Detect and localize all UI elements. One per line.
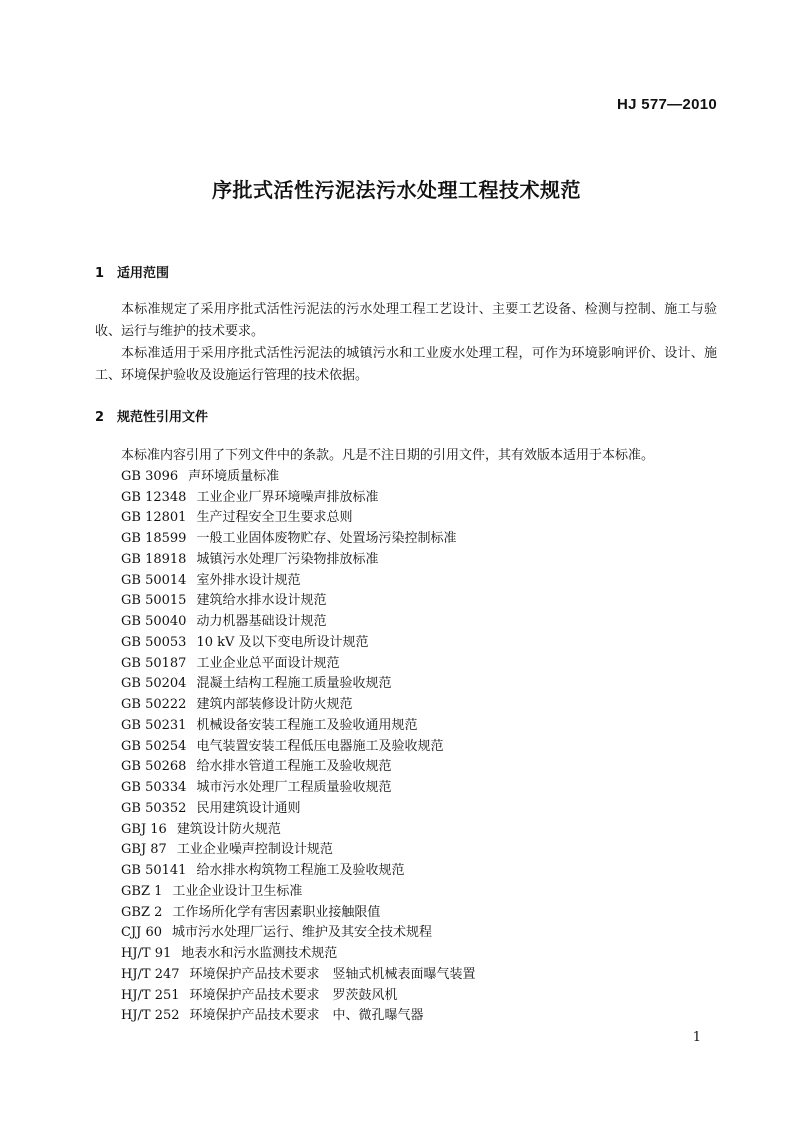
reference-name: 一般工业固体废物贮存、处置场污染控制标准 — [196, 531, 457, 546]
reference-name: 城市污水处理厂运行、维护及其安全技术规程 — [172, 925, 433, 941]
reference-name: 10 kV 及以下变电所设计规范 — [196, 634, 369, 650]
reference-item — [121, 986, 654, 1007]
reference-code: GB 50268 — [121, 759, 187, 775]
reference-code: GBJ 87 — [121, 842, 167, 858]
reference-code: GBZ 2 — [121, 904, 163, 920]
reference-name: 城镇污水处理厂污染物排放标准 — [196, 551, 379, 567]
reference-code: GB 50014 — [121, 572, 187, 588]
reference-item — [121, 654, 654, 675]
standard-code: HJ 577—2010 — [616, 96, 717, 113]
reference-item — [121, 633, 654, 654]
reference-code: GB 50254 — [121, 738, 187, 754]
reference-code: GB 18918 — [121, 551, 187, 567]
reference-name: 声环境质量标准 — [188, 468, 280, 484]
section-2-title: 规范性引用文件 — [117, 410, 209, 425]
reference-code: GBJ 16 — [121, 821, 167, 837]
reference-item — [121, 923, 654, 944]
reference-name: 工业企业噪声控制设计规范 — [176, 842, 333, 858]
section-1-paragraph-2: 本标准适用于采用序批式活性污泥法的城镇污水和工业废水处理工程，可作为环境影响评价、设计、施工、环境保护验收及设施运行管理的技术依据。 — [95, 346, 717, 383]
reference-name: 环境保护产品技术要求 中、微孔曝气器 — [189, 1008, 424, 1024]
reference-name: 民用建筑设计通则 — [196, 800, 301, 816]
reference-name: 工业企业总平面设计规范 — [196, 655, 340, 671]
reference-code: GB 12801 — [121, 510, 187, 526]
reference-name: 机械设备安装工程施工及验收通用规范 — [196, 717, 418, 733]
reference-name: 环境保护产品技术要求 罗茨鼓风机 — [189, 987, 398, 1003]
reference-item — [121, 757, 654, 778]
reference-code: GB 3096 — [121, 468, 179, 484]
reference-code: HJ/T 252 — [121, 1008, 180, 1024]
reference-list — [121, 446, 654, 1027]
reference-code: GB 50040 — [121, 614, 187, 629]
reference-item — [121, 799, 654, 820]
reference-item — [121, 737, 654, 758]
reference-code: GB 12348 — [121, 489, 187, 505]
reference-name: 混凝土结构工程施工质量验收规范 — [196, 676, 392, 692]
reference-name: 工业企业厂界环境噪声排放标准 — [196, 489, 379, 505]
reference-name: 建筑内部装修设计防火规范 — [196, 697, 353, 712]
reference-item — [121, 1006, 654, 1027]
section-2-number: 2 — [95, 410, 105, 425]
reference-item — [121, 591, 654, 612]
reference-name: 动力机器基础设计规范 — [196, 614, 327, 629]
reference-name: 生产过程安全卫生要求总则 — [196, 510, 353, 526]
reference-name: 城市污水处理厂工程质量验收规范 — [196, 780, 392, 795]
reference-code: GB 50222 — [121, 697, 187, 712]
reference-code: GB 50053 — [121, 634, 187, 650]
reference-item — [121, 550, 654, 571]
reference-name: 建筑设计防火规范 — [176, 821, 281, 837]
reference-item — [121, 861, 654, 882]
reference-code: GB 50015 — [121, 593, 187, 609]
section-1-paragraph-1: 本标准规定了采用序批式活性污泥法的污水处理工程工艺设计、主要工艺设备、检测与控制、施工与验收、运行与维护的技术要求。 — [95, 302, 717, 339]
reference-name: 给水排水构筑物工程施工及验收规范 — [196, 863, 405, 878]
reference-code: HJ/T 251 — [121, 987, 180, 1003]
reference-name: 工业企业设计卫生标准 — [172, 883, 303, 899]
reference-code: GB 50204 — [121, 676, 187, 692]
reference-item — [121, 571, 654, 592]
reference-item — [121, 944, 654, 965]
reference-code: CJJ 60 — [121, 925, 163, 941]
reference-code: GBZ 1 — [121, 883, 163, 899]
page-number: 1 — [692, 1030, 701, 1045]
reference-item — [121, 695, 654, 716]
reference-item — [121, 612, 654, 633]
section-1-number: 1 — [95, 266, 105, 281]
reference-code: HJ/T 247 — [121, 966, 180, 982]
reference-name: 给水排水管道工程施工及验收规范 — [196, 759, 392, 775]
reference-code: HJ/T 91 — [121, 946, 172, 961]
reference-item — [121, 529, 654, 550]
document-title: 序批式活性污泥法污水处理工程技术规范 — [212, 178, 581, 202]
reference-item — [121, 903, 654, 924]
reference-item — [121, 674, 654, 695]
reference-code: GB 50231 — [121, 717, 187, 733]
reference-item — [121, 965, 654, 986]
reference-name: 工作场所化学有害因素职业接触限值 — [172, 904, 381, 920]
reference-item — [121, 778, 654, 799]
reference-item — [121, 488, 654, 509]
reference-intro: 本标准内容引用了下列文件中的条款。凡是不注日期的引用文件，其有效版本适用于本标准。 — [121, 448, 655, 463]
reference-item — [121, 840, 654, 861]
reference-code: GB 18599 — [121, 531, 187, 546]
reference-item — [121, 716, 654, 737]
reference-name: 室外排水设计规范 — [196, 572, 301, 588]
section-1-heading — [95, 262, 169, 281]
reference-item — [121, 467, 654, 488]
reference-code: GB 50352 — [121, 800, 187, 816]
reference-code: GB 50141 — [121, 863, 187, 878]
section-2-heading — [95, 406, 208, 425]
reference-name: 环境保护产品技术要求 竖轴式机械表面曝气装置 — [189, 966, 476, 982]
reference-name: 建筑给水排水设计规范 — [196, 593, 327, 609]
reference-name: 电气装置安装工程低压电器施工及验收规范 — [196, 738, 444, 754]
reference-code: GB 50187 — [121, 655, 187, 671]
reference-code: GB 50334 — [121, 780, 187, 795]
reference-name: 地表水和污水监测技术规范 — [181, 946, 338, 961]
reference-item — [121, 820, 654, 841]
reference-item — [121, 882, 654, 903]
section-1-title: 适用范围 — [117, 266, 170, 281]
reference-item — [121, 508, 654, 529]
